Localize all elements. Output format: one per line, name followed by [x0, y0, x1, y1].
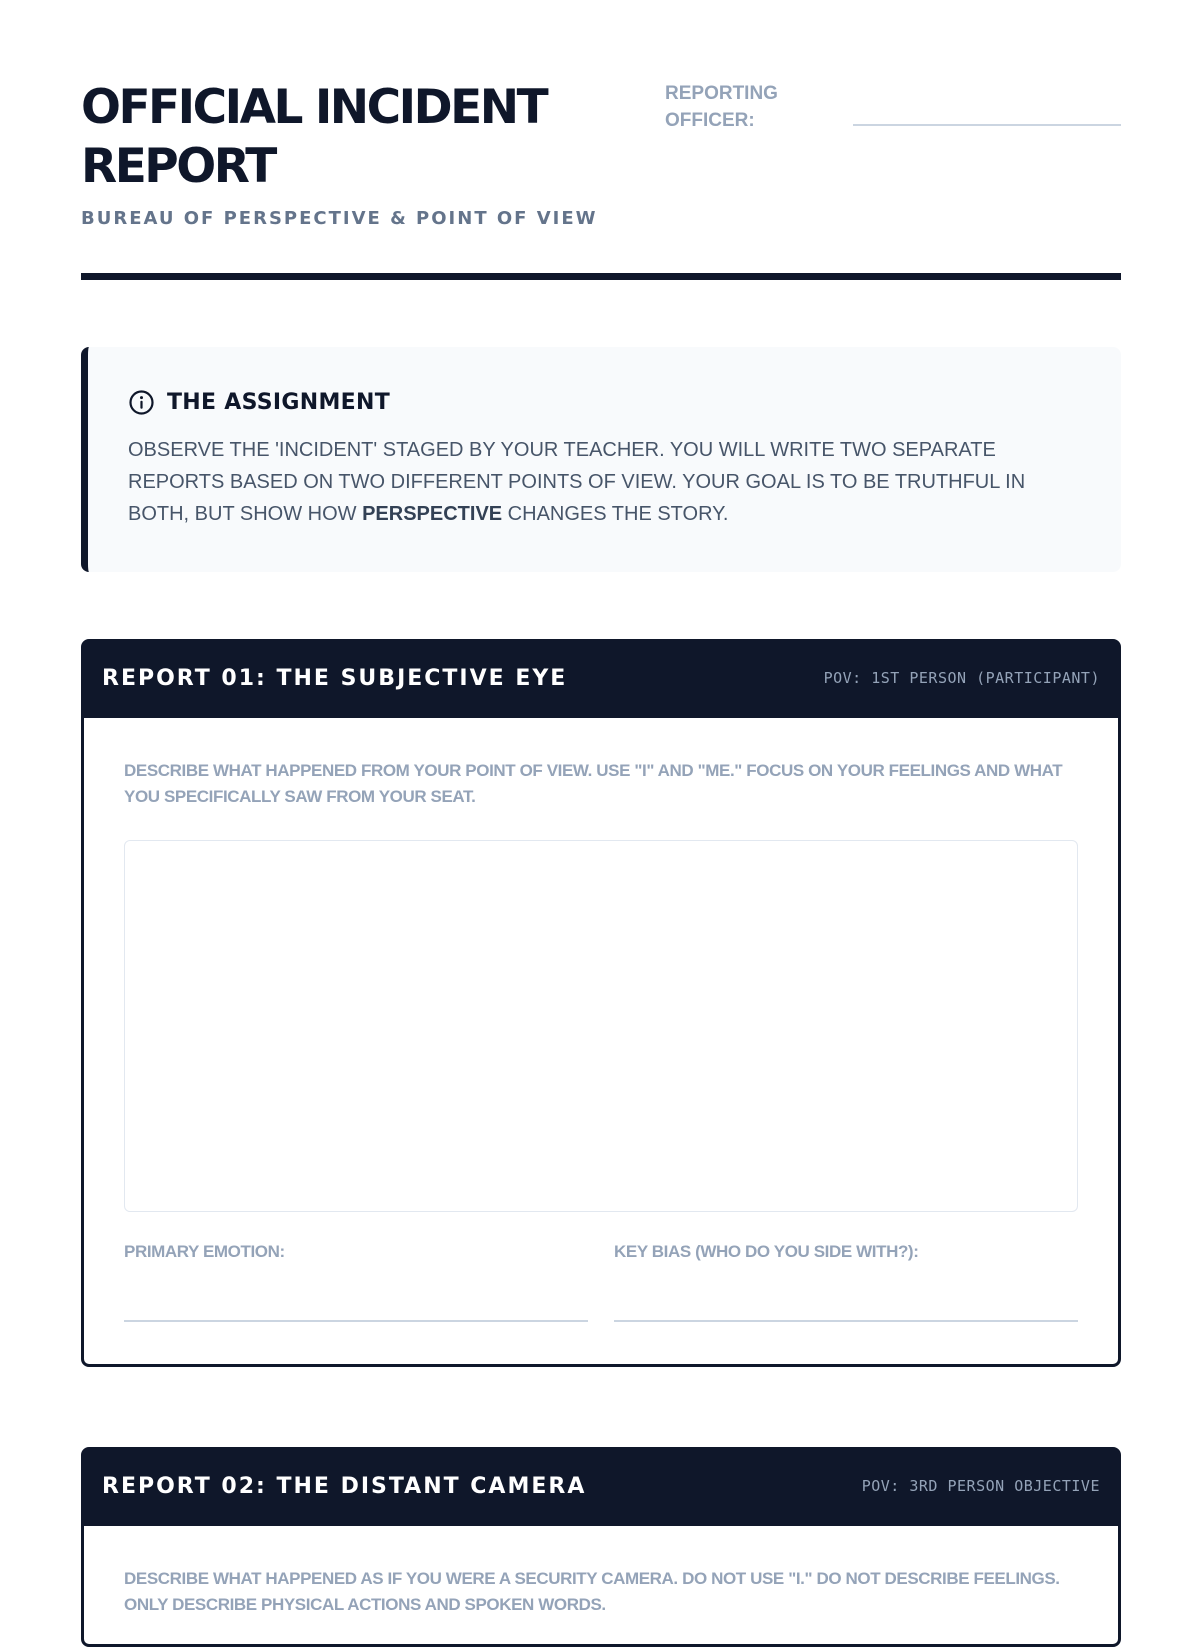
report-01-body	[84, 718, 1118, 1322]
primary-emotion-label: PRIMARY EMOTION:	[124, 1242, 285, 1261]
report-02-prompt: DESCRIBE WHAT HAPPENED AS IF YOU WERE A SECURITY CAMERA. DO NOT USE "I." DO NOT DESCRIBE FEELINGS. ONLY DESCRIBE PHYSICAL ACTIONS AND SPOKEN WORDS.	[124, 1569, 1060, 1614]
report-01-title: REPORT 01: THE SUBJECTIVE EYE	[102, 665, 568, 691]
report-01-fields	[124, 1242, 1078, 1322]
worksheet-page	[81, 0, 1121, 1614]
page-subtitle: BUREAU OF PERSPECTIVE & POINT OF VIEW	[81, 208, 598, 229]
assignment-text-start: OBSERVE THE 'INCIDENT' STAGED BY YOUR TEACHER. YOU WILL WRITE TWO SEPARATE REPORTS BASED ON TWO DIFFERENT POINTS OF VIEW. YOUR GOAL IS TO BE TRUTHFUL IN BOTH, BUT SHOW HOW	[128, 439, 1026, 525]
key-bias-label: KEY BIAS (WHO DO YOU SIDE WITH?):	[614, 1242, 919, 1261]
report-02-title: REPORT 02: THE DISTANT CAMERA	[102, 1473, 587, 1499]
page-title: OFFICIAL INCIDENT REPORT	[81, 80, 547, 194]
report-02-card	[81, 1447, 1121, 1647]
reporting-officer-field[interactable]	[853, 124, 1121, 126]
report-01-header	[84, 642, 1118, 718]
assignment-instructions	[128, 434, 1028, 530]
header-divider	[81, 273, 1121, 280]
report-01-pov: POV: 1ST PERSON (PARTICIPANT)	[823, 669, 1100, 687]
assignment-text-end: CHANGES THE STORY.	[502, 503, 729, 525]
report-header	[81, 0, 1121, 282]
key-bias-field[interactable]	[614, 1320, 1078, 1322]
report-01-card	[81, 639, 1121, 1367]
assignment-emphasis: PERSPECTIVE	[362, 503, 503, 525]
assignment-heading	[128, 389, 1081, 416]
primary-emotion-field-group	[124, 1242, 588, 1322]
assignment-title: THE ASSIGNMENT	[167, 390, 391, 415]
assignment-callout	[81, 347, 1121, 572]
reporting-officer-label: REPORTING OFFICER:	[665, 83, 778, 131]
primary-emotion-field[interactable]	[124, 1320, 588, 1322]
key-bias-field-group	[614, 1242, 1078, 1322]
report-02-header	[84, 1450, 1118, 1526]
report-01-answer-box[interactable]	[124, 840, 1078, 1212]
report-02-body	[84, 1526, 1118, 1618]
report-01-prompt: DESCRIBE WHAT HAPPENED FROM YOUR POINT OF VIEW. USE "I" AND "ME." FOCUS ON YOUR FEELINGS AND WHAT YOU SPECIFICALLY SAW FROM YOUR SEAT.	[124, 761, 1063, 806]
report-02-pov: POV: 3RD PERSON OBJECTIVE	[861, 1477, 1100, 1495]
info-icon	[128, 389, 155, 416]
